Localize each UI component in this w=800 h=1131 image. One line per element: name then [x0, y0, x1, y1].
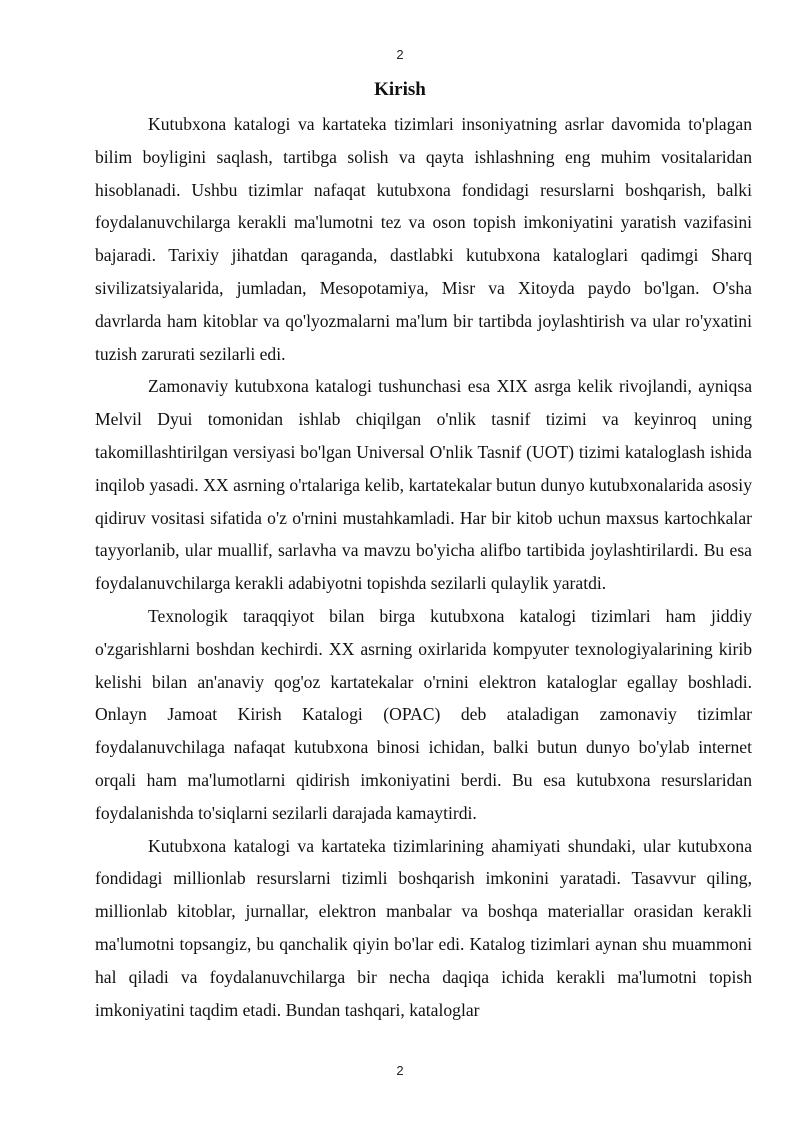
paragraph-1: Kutubxona katalogi va kartateka tizimlari insoniyatning asrlar davomida to'plagan bilim boyligini saqlash, tartibga solish va qayta ishlashning eng muhim vositalaridan hisoblanadi. Ushbu tizimlar nafaqat kutubxona fondidagi resurslarni boshqarish, balki foydalanuvchilarga kerakli ma'lumotni tez va oson topish imkoniyatini yaratish vazifasini bajaradi. Tarixiy jihatdan qaraganda, dastlabki kutubxona kataloglari qadimgi Sharq sivilizatsiyalarida, jumladan, Mesopotamiya, Misr va Xitoyda paydo bo'lgan. O'sha davrlarda ham kitoblar va qo'lyozmalarni ma'lum bir tartibda joylashtirish va ular ro'yxatini tuzish zarurati sezilarli edi.: [95, 114, 752, 364]
paragraph-2: Zamonaviy kutubxona katalogi tushunchasi esa XIX asrga kelik rivojlandi, ayniqsa Melvil Dyui tomonidan ishlab chiqilgan o'nlik tasnif tizimi va keyinroq uning takomillashtirilgan versiyasi bo'lgan Universal O'nlik Tasnif (UOT) tizimi kataloglash ishida inqilob yasadi. XX asrning o'rtalariga kelib, kartatekalar butun dunyo kutubxonalarida asosiy qidiruv vositasi sifatida o'z o'rnini mustahkamladi. Har bir kitob uchun maxsus kartochkalar tayyorlanib, ular muallif, sarlavha va mavzu bo'yicha alifbo tartibida joylashtirilardi. Bu esa foydalanuvchilarga kerakli adabiyotni topishda sezilarli qulaylik yaratdi.: [95, 376, 752, 594]
page-title: Kirish: [374, 79, 426, 100]
body-text: [95, 108, 752, 1026]
paragraph-4: Kutubxona katalogi va kartateka tizimlarining ahamiyati shundaki, ular kutubxona fondidagi millionlab resurslarni tizimli boshqarish imkonini yaratadi. Tasavvur qiling, millionlab kitoblar, jurnallar, elektron manbalar va boshqa materiallar orasidan kerakli ma'lumotni topsangiz, bu qanchalik qiyin bo'lar edi. Katalog tizimlari aynan shu muammoni hal qiladi va foydalanuvchilarga bir necha daqiqa ichida kerakli ma'lumotni topish imkoniyatini taqdim etadi. Bundan tashqari, kataloglar: [95, 835, 752, 1020]
page-number-top: 2: [396, 47, 404, 62]
page-number-bottom: 2: [396, 1063, 404, 1078]
paragraph-3: Texnologik taraqqiyot bilan birga kutubxona katalogi tizimlari ham jiddiy o'zgarishlarni boshdan kechirdi. XX asrning oxirlarida kompyuter texnologiyalarining kirib kelishi bilan an'anaviy qog'oz kartatekalar o'rnini elektron kataloglar egallay boshladi. Onlayn Jamoat Kirish Katalogi (OPAC) deb ataladigan zamonaviy tizimlar foydalanuvchilaga nafaqat kutubxona binosi ichidan, balki butun dunyo bo'ylab internet orqali ham ma'lumotlarni qidirish imkoniyatini berdi. Bu esa kutubxona resurslaridan foydalanishda to'siqlarni sezilarli darajada kamaytirdi.: [95, 605, 752, 823]
